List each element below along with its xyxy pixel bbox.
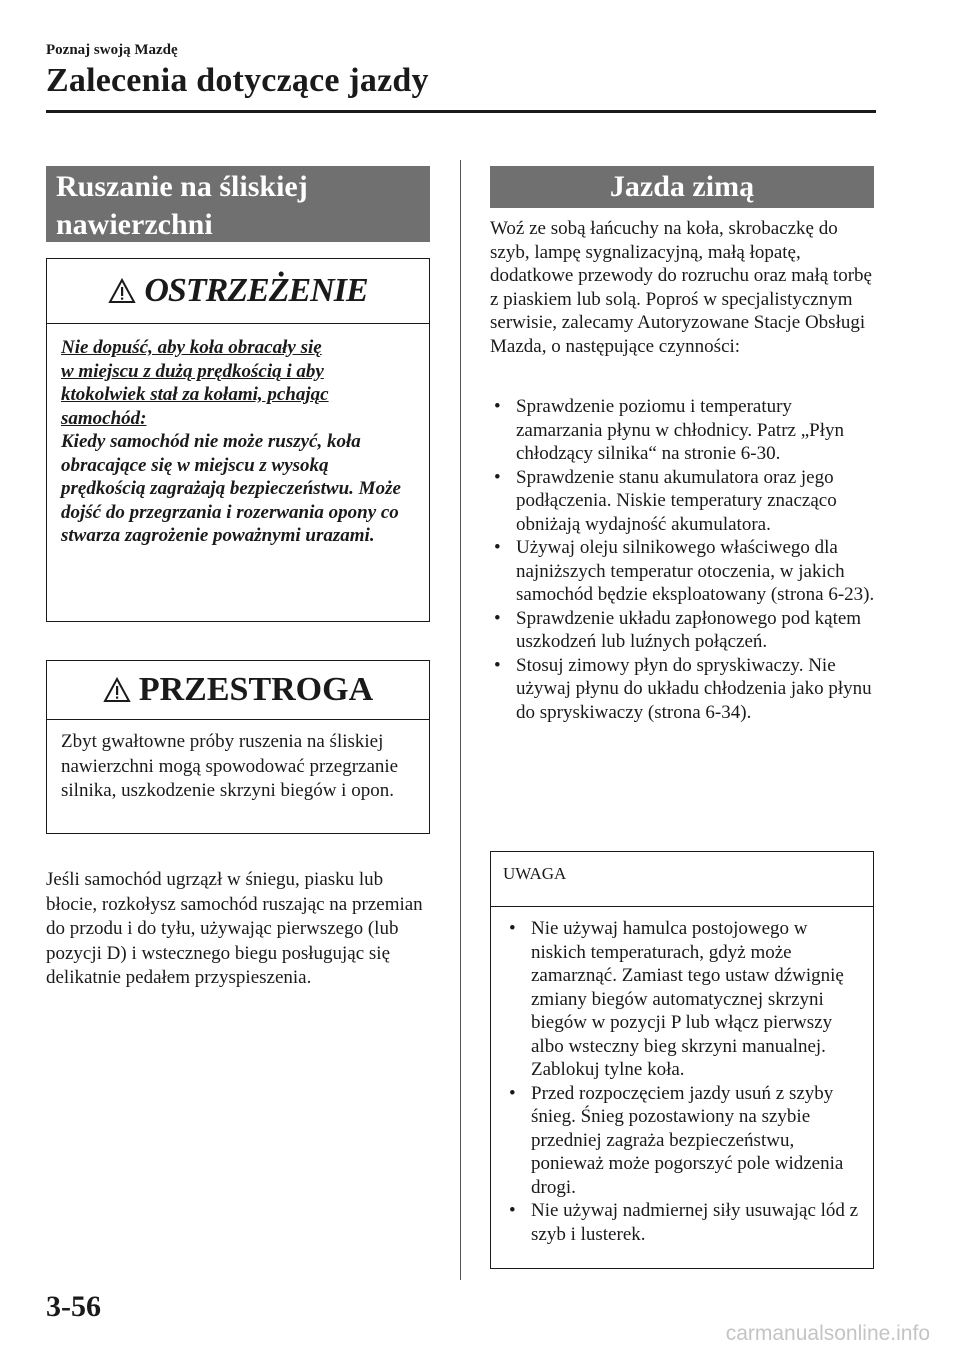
page-number: 3-56 [46,1290,101,1323]
watermark: carmanualsonline.info [725,1322,930,1345]
caution-label: PRZESTROGA [138,671,374,708]
list-item: • Przed rozpoczęciem jazdy usuń z szyby śnieg. Śnieg pozostawiony na szybie przedniej zagraża bezpieczeństwu, ponieważ może pogorszyć pole widzenia drogi. [509,1082,844,1198]
list-item: • Używaj oleju silnikowego właściwego dla najniższych temperatur otoczenia, w jakich samochód będzie eksploatowany (strona 6-23). [494,537,875,605]
warning-underlined-line: samochód: [61,407,147,429]
list-item: • Sprawdzenie układu zapłonowego pod kątem uszkodzeń lub luźnych połączeń. [494,607,862,652]
winter-intro: Woź ze sobą łańcuchy na koła, skrobaczkę do szyb, lampę sygnalizacyjną, małą łopatę, dodatkowe przewody do rozruchu oraz małą torbę z piaskiem lub solą. Poproś w specjalistycznym serwisie, zalecamy Autoryzowane Stacje Obsługi Mazda, o następujące czynności: [490,218,872,357]
stuck-vehicle-paragraph: Jeśli samochód ugrzązł w śniegu, piasku lub błocie, rozkołysz samochód ruszając na przemian do przodu i do tyłu, używając pierwszego (lub pozycji D) i wstecznego biegu posługując się delikatnie pedałem przyspieszenia. [46,869,423,988]
list-item: • Sprawdzenie poziomu i temperatury zamarzania płynu w chłodnicy. Patrz „Płyn chłodzący silnika“ na stronie 6-30. [494,396,844,464]
caution-body: Zbyt gwałtowne próby ruszenia na śliskiej nawierzchni mogą spowodować przegrzanie silnika, uszkodzenie skrzyni biegów i opon. [61,731,399,801]
section-header-slippery-start: Ruszanie na śliskiej nawierzchni [46,166,430,242]
warning-underlined-line: Nie dopuść, aby koła obracały się [61,337,322,358]
column-divider [460,160,461,1280]
title-rule [46,110,876,113]
warning-header [47,259,429,324]
warning-underlined-line: w miejscu z dużą prędkością i aby [61,360,324,382]
list-item: • Sprawdzenie stanu akumulatora oraz jego podłączenia. Niskie temperatury znacząco obniżają wydajność akumulatora. [494,466,837,535]
caution-box [46,660,430,834]
list-item: • Nie używaj hamulca postojowego w niskich temperaturach, gdyż może zamarznąć. Zamiast tego ustaw dźwignię zmiany biegów automatycznej skrzyni biegów w pozycji P lub włącz pierwszy albo wsteczny bieg skrzyni manualnej. Zablokuj tylne koła. [509,918,844,1080]
caution-header [47,661,429,720]
warning-text [47,324,429,548]
warning-box [46,258,430,622]
note-list [491,907,873,1246]
winter-checklist [490,395,880,724]
warning-body: Kiedy samochód nie może ruszyć, koła obracające się w miejscu z wysoką prędkością zagrażają bezpieczeństwu. Może dojść do przegrzania i rozerwania opony co stwarza zagrożenie poważnymi urazami. [61,431,401,546]
list-item: • Stosuj zimowy płyn do spryskiwaczy. Nie używaj płynu do układu chłodzenia jako płynu do spryskiwaczy (strona 6-34). [494,654,872,723]
list-item: • Nie używaj nadmiernej siły usuwając lód z szyb i lusterek. [509,1200,859,1245]
breadcrumb: Poznaj swoją Mazdę [46,42,178,58]
section-header-winter-driving: Jazda zimą [490,166,874,208]
page-title: Zalecenia dotyczące jazdy [46,62,429,99]
note-box [490,851,874,1269]
note-label: UWAGA [503,864,567,883]
warning-triangle-icon [103,677,131,703]
warning-label: OSTRZEŻENIE [144,272,368,309]
warning-triangle-icon [108,278,136,304]
warning-underlined-line: ktokolwiek stał za kołami, pchając [61,384,329,405]
